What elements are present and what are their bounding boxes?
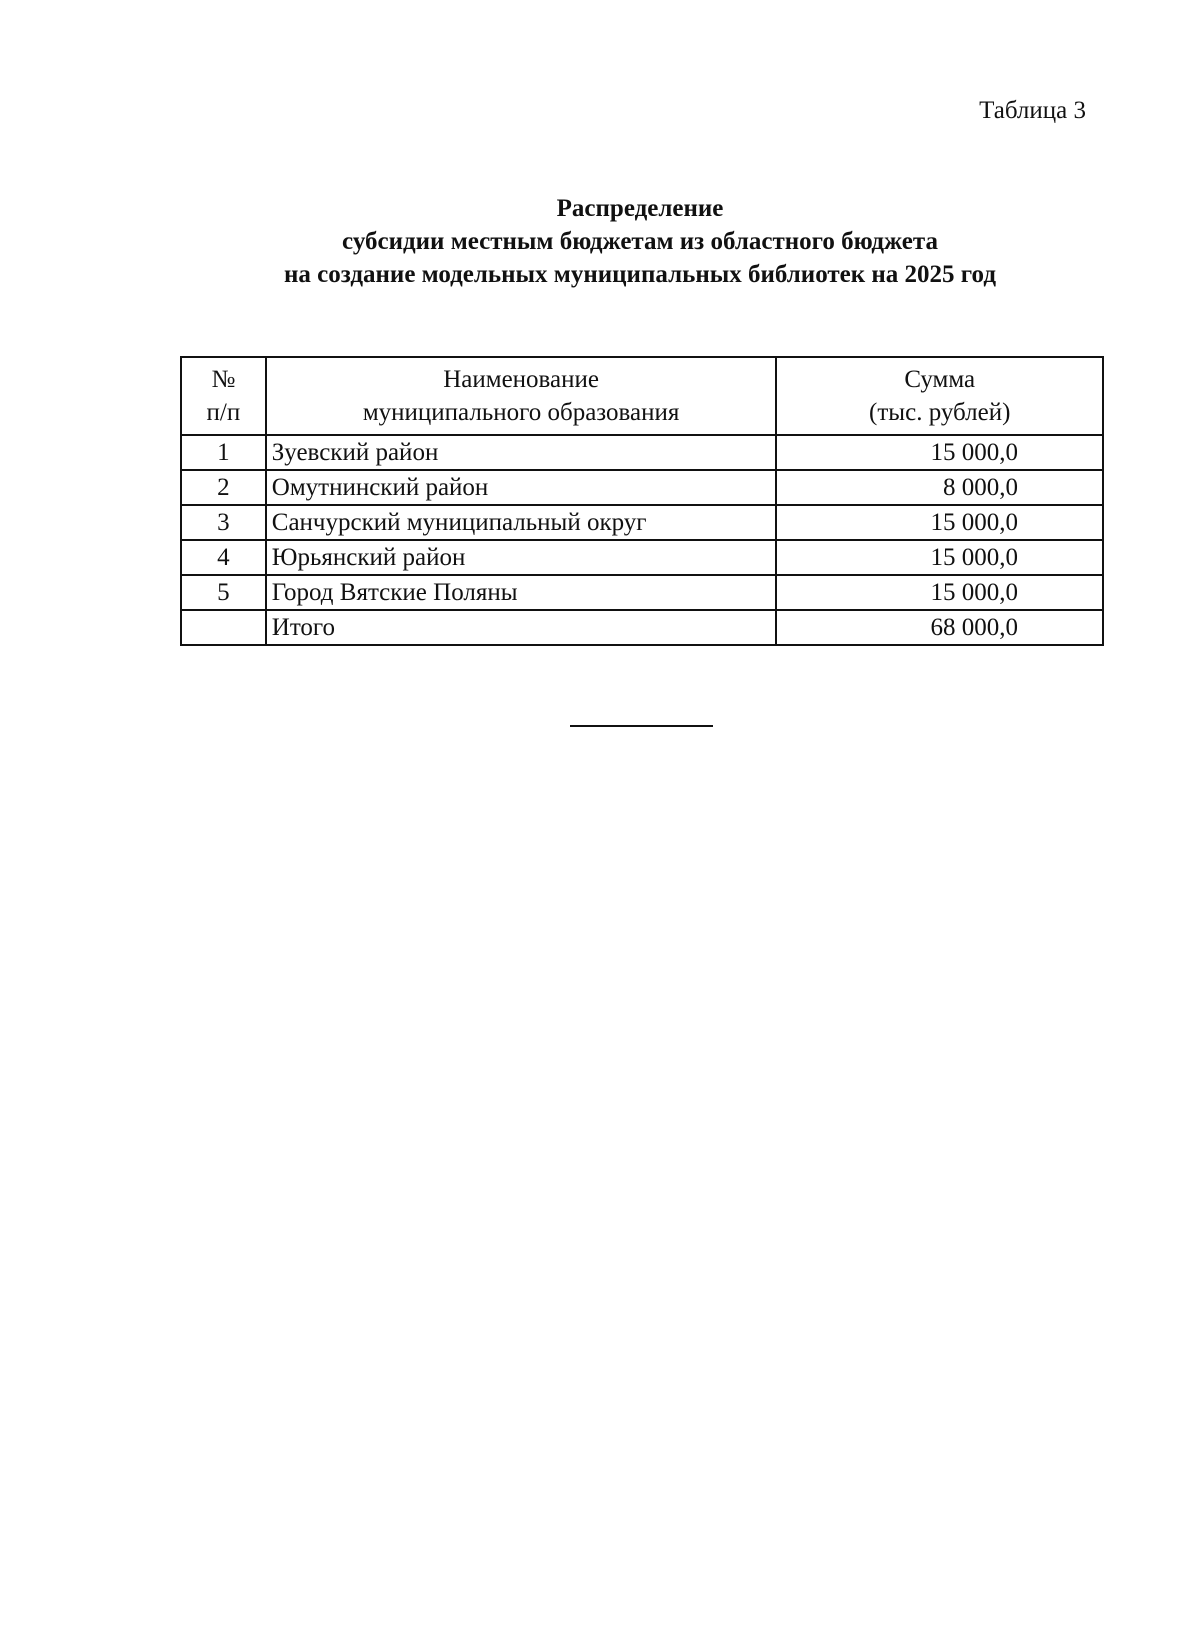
row-municipality: Санчурский муниципальный округ xyxy=(266,505,777,540)
row-number: 2 xyxy=(181,470,266,505)
row-number: 5 xyxy=(181,575,266,610)
row-amount: 15 000,0 xyxy=(776,435,1103,470)
row-number: 4 xyxy=(181,540,266,575)
header-municipality: Наименование муниципального образования xyxy=(266,357,777,435)
table-row xyxy=(181,470,1103,505)
title-line-1: Распределение xyxy=(556,195,724,222)
row-municipality: Юрьянский район xyxy=(266,540,777,575)
table-total-row xyxy=(181,610,1103,645)
row-municipality: Омутнинский район xyxy=(266,470,777,505)
end-divider-line xyxy=(570,725,713,727)
row-amount: 15 000,0 xyxy=(776,540,1103,575)
row-amount: 8 000,0 xyxy=(776,470,1103,505)
table-row xyxy=(181,435,1103,470)
total-amount: 68 000,0 xyxy=(776,610,1103,645)
table-label: Таблица 3 xyxy=(979,97,1086,124)
row-amount: 15 000,0 xyxy=(776,505,1103,540)
row-municipality: Зуевский район xyxy=(266,435,777,470)
total-number xyxy=(181,610,266,645)
total-label: Итого xyxy=(266,610,777,645)
row-number: 3 xyxy=(181,505,266,540)
row-number: 1 xyxy=(181,435,266,470)
row-municipality: Город Вятские Поляны xyxy=(266,575,777,610)
row-amount: 15 000,0 xyxy=(776,575,1103,610)
header-number: № п/п xyxy=(181,357,266,435)
table-row xyxy=(181,575,1103,610)
table-row xyxy=(181,540,1103,575)
header-amount: Сумма (тыс. рублей) xyxy=(776,357,1103,435)
title-line-2: субсидии местным бюджетам из областного бюджета xyxy=(342,228,938,255)
table-row xyxy=(181,505,1103,540)
document-title xyxy=(180,192,1100,291)
subsidy-distribution-table xyxy=(180,356,1104,646)
table-header-row xyxy=(181,357,1103,435)
title-line-3: на создание модельных муниципальных библиотек на 2025 год xyxy=(284,261,996,288)
